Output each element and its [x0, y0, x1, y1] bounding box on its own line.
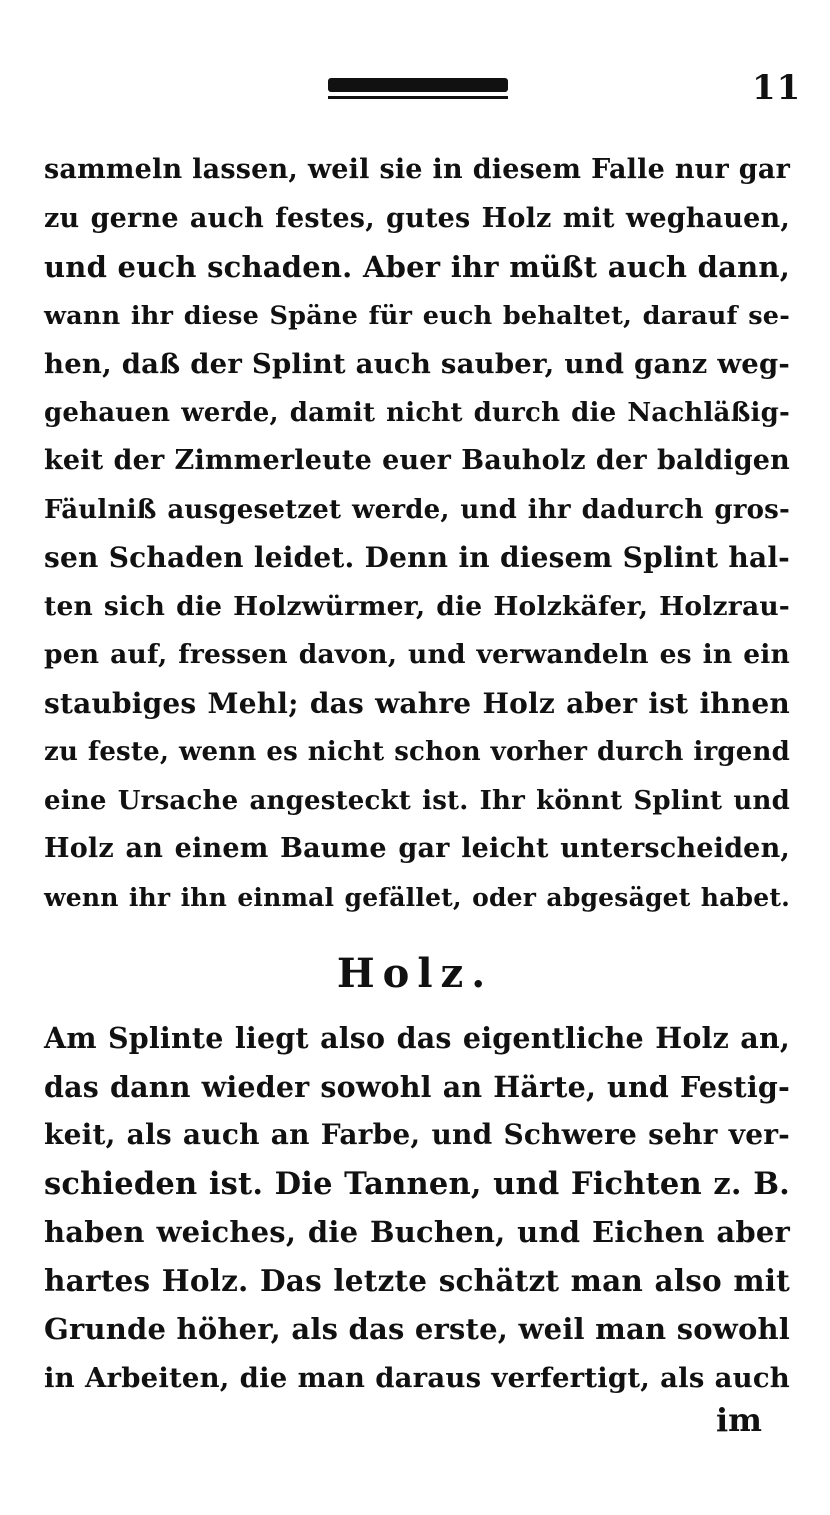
text-line: hartes Holz. Das letzte schätzt man also mit [44, 1262, 790, 1298]
header-rule-thin [328, 96, 508, 99]
page-number: 11 [752, 68, 802, 108]
header-rule-ornament [328, 78, 508, 99]
text-line: Am Splinte liegt also das eigentliche Holz an, [44, 1021, 790, 1055]
text-line: keit der Zimmerleute euer Bauholz der baldigen [44, 445, 790, 476]
text-line: in Arbeiten, die man daraus verfertigt, als auch [44, 1361, 790, 1394]
text-line: staubiges Mehl; das wahre Holz aber ist ihnen [44, 686, 790, 720]
text-line: haben weiches, die Buchen, und Eichen aber [44, 1215, 790, 1249]
text-line: sammeln lassen, weil sie in diesem Falle nur gar [44, 154, 790, 185]
paragraph-2 [44, 1014, 790, 1402]
text-line: wenn ihr ihn einmal gefället, oder abgesäget habet. [44, 882, 790, 912]
text-line: wann ihr diese Späne für euch behaltet, darauf se- [44, 300, 790, 331]
catchword: im [716, 1401, 763, 1439]
paragraph-1 [44, 146, 790, 922]
text-line: Grunde höher, als das erste, weil man sowohl [44, 1312, 790, 1346]
text-line: zu feste, wenn es nicht schon vorher durch irgend [44, 737, 790, 767]
text-line: das dann wieder sowohl an Härte, und Festig- [44, 1069, 790, 1104]
text-line: keit, als auch an Farbe, und Schwere sehr ver- [44, 1118, 790, 1151]
text-line: Holz an einem Baume gar leicht unterscheiden, [44, 833, 790, 864]
text-line: zu gerne auch festes, gutes Holz mit weghauen, [44, 202, 790, 234]
text-line: sen Schaden leidet. Denn in diesem Splint hal- [44, 541, 790, 574]
text-line: pen auf, fressen davon, und verwandeln es in ein [44, 639, 790, 670]
text-line: ten sich die Holzwürmer, die Holzkäfer, Holzrau- [44, 590, 790, 622]
text-line: gehauen werde, damit nicht durch die Nachläßig- [44, 397, 790, 428]
text-line: und euch schaden. Aber ihr müßt auch dann, [44, 250, 790, 284]
text-line: hen, daß der Splint auch sauber, und ganz weg- [44, 348, 790, 380]
header-rule-thick [328, 78, 508, 92]
text-line: eine Ursache angesteckt ist. Ihr könnt Splint und [44, 785, 790, 816]
text-line: Fäulniß ausgesetzet werde, und ihr dadurch gros- [44, 494, 790, 525]
text-line: schieden ist. Die Tannen, und Fichten z. B. [44, 1165, 790, 1202]
section-heading: Holz. [336, 950, 494, 997]
